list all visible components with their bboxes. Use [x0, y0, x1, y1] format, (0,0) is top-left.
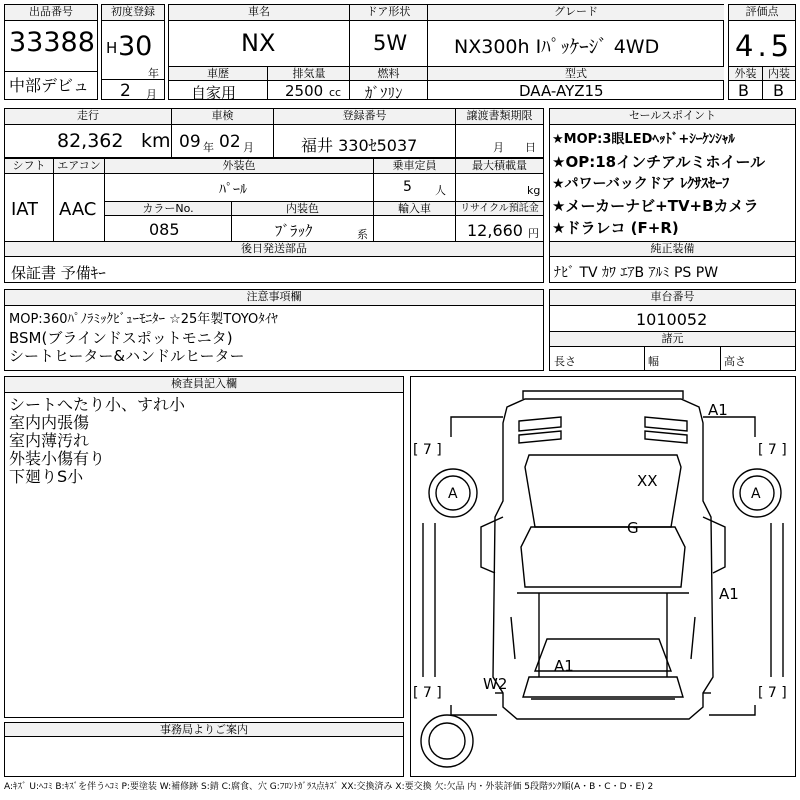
inspector-line: シートへたり小、すれ小 [9, 396, 186, 414]
notes-line: BSM(ブラインドスポットモニタ) [9, 330, 233, 347]
car-name: NX [241, 29, 276, 57]
insp-year-unit: 年 [203, 141, 214, 154]
sales-point-item: ★パワーバックドア ﾚｸｻｽｾｰﾌ [552, 176, 730, 192]
inspector-label: 検査員記入欄 [5, 377, 403, 393]
length-label: 長さ [554, 355, 576, 368]
shift-label: シフト [5, 159, 53, 174]
ext-label: 外装 [729, 67, 762, 81]
mark-right-door: A1 [719, 585, 739, 603]
notes-label: 注意事項欄 [5, 290, 543, 306]
mark-trunk: A1 [554, 657, 574, 675]
model-code: DAA-AYZ15 [519, 82, 604, 100]
score-cell [728, 4, 796, 100]
int-grade: B [773, 81, 784, 100]
chassis-number: 1010052 [636, 310, 708, 329]
specs-cell [4, 158, 544, 242]
chassis-cell [549, 289, 796, 371]
name-label: 車名 [169, 5, 349, 21]
mileage-label: 走行 [5, 109, 171, 125]
tire-fl: A [448, 486, 458, 502]
mileage: 82,362 [57, 130, 124, 152]
after-parts-label: 後日発送部品 [5, 242, 543, 257]
ac-label: エアコン [54, 159, 104, 174]
office-cell [4, 722, 404, 777]
grade: NX300h Iﾊﾟｯｹｰｼﾞ 4WD [454, 36, 660, 58]
row2-cell [4, 108, 544, 158]
sales-points-cell [549, 108, 796, 242]
notes-line: MOP:360ﾊﾟﾉﾗﾐｯｸﾋﾞｭｰﾓﾆﾀｰ ☆25年製TOYOﾀｲﾔ [9, 312, 278, 327]
capacity: 5 [403, 179, 412, 195]
month-unit: 月 [146, 88, 157, 101]
year-unit: 年 [148, 67, 159, 80]
equipment-label: 純正装備 [550, 242, 795, 257]
recycle-unit: 円 [528, 227, 539, 240]
transfer-day-unit: 日 [525, 141, 536, 154]
door-label: ドア形状 [350, 5, 427, 21]
after-parts-cell [4, 241, 544, 283]
inspector-cell [4, 376, 404, 718]
inspector-line: 室内内張傷 [9, 414, 90, 432]
insp-month: 02 [219, 132, 241, 152]
capacity-label: 乗車定員 [374, 159, 455, 174]
capacity-unit: 人 [435, 184, 446, 197]
regno-label: 登録番号 [274, 109, 455, 125]
colorno: 085 [149, 220, 180, 239]
after-parts-value: 保証書 予備ｷｰ [11, 264, 106, 282]
mark-rear-left: W2 [483, 675, 508, 693]
notes-line: シートヒーター&ハンドルヒーター [9, 348, 245, 365]
shift: IAT [11, 199, 39, 220]
transfer-month-unit: 月 [493, 141, 504, 154]
score-label: 評価点 [729, 5, 795, 21]
mileage-unit: km [141, 130, 171, 152]
first-reg-cell [101, 4, 165, 100]
lot-label: 出品番号 [5, 5, 97, 21]
load-unit: kg [527, 184, 541, 197]
score: 4.5 [735, 29, 794, 63]
insp-month-unit: 月 [243, 141, 254, 154]
fuel-label: 燃料 [350, 67, 427, 81]
door-type: 5W [373, 31, 408, 55]
history: 自家用 [191, 84, 237, 102]
insp-year: 09 [179, 132, 201, 152]
mark-front: A1 [708, 401, 728, 419]
inspector-line: 外装小傷有り [9, 450, 106, 468]
sales-point-item: ★OP:18インチアルミホイール [552, 153, 766, 171]
load-label: 最大積載量 [456, 159, 543, 174]
legend: A:ｷｽﾞ U:ﾍｺﾐ B:ｷｽﾞを伴うﾍｺﾐ P:要塗装 W:補修跡 S:錆 C:腐食、穴 G:ﾌﾛﾝﾄｶﾞﾗｽ点ｷｽﾞ XX:交換済み X:要交換 欠:欠品 内・外装評価 5段階ﾗﾝｸ順(A・B・C・D・E) 2 [4, 782, 654, 792]
era: H [106, 39, 118, 57]
recycle-label: リサイクル預託金 [456, 202, 543, 216]
dims-label: 諸元 [550, 332, 795, 347]
tread-rl: [ 7 ] [413, 685, 442, 701]
equipment-cell [549, 241, 796, 283]
width-label: 幅 [648, 355, 659, 368]
equipment-value: ﾅﾋﾞ TV ｶﾜ ｴｱB ｱﾙﾐ PS PW [554, 265, 719, 281]
tread-fr: [ 7 ] [758, 442, 787, 458]
office-label: 事務局よりご案内 [5, 723, 403, 737]
transfer-label: 譲渡書類期限 [456, 109, 543, 125]
intcolor-label: 内装色 [232, 202, 373, 216]
lot-sub: 中部デビュ [9, 76, 90, 95]
lot-number: 33388 [9, 27, 95, 58]
reg-month: 2 [120, 81, 131, 101]
sales-point-item: ★MOP:3眼LEDﾍｯﾄﾞ+ｼｰｹﾝｼｬﾙ [552, 132, 735, 147]
mark-g: G [627, 519, 639, 537]
height-label: 高さ [724, 355, 746, 368]
mark-xx: XX [637, 472, 658, 490]
sales-point-item: ★ドラレコ (F+R) [552, 219, 679, 237]
history-label: 車歴 [169, 67, 267, 81]
disp-unit: cc [329, 86, 342, 99]
sales-points-label: セールスポイント [550, 109, 795, 125]
disp-label: 排気量 [268, 67, 350, 81]
fuel: ｶﾞｿﾘﾝ [365, 84, 403, 102]
sales-point-item: ★メーカーナビ+TV+Bカメラ [552, 197, 759, 215]
chassis-label: 車台番号 [550, 290, 795, 306]
lot-cell [4, 4, 98, 100]
recycle: 12,660 [467, 221, 523, 240]
colorno-label: カラーNo. [105, 202, 231, 216]
regno: 福井 330ｾ5037 [301, 136, 418, 155]
model-label: 型式 [428, 67, 724, 81]
tread-rr: [ 7 ] [758, 685, 787, 701]
ac: AAC [59, 199, 97, 220]
reg-year: 30 [118, 31, 153, 62]
first-reg-label: 初度登録 [102, 5, 164, 21]
car-info-cell [168, 4, 724, 100]
car-diagram [410, 376, 796, 777]
ext-color: ﾊﾟｰﾙ [219, 182, 247, 198]
import-label: 輸入車 [374, 202, 455, 216]
intcolor-unit: 系 [357, 228, 368, 241]
inspector-line: 室内薄汚れ [9, 432, 90, 450]
displacement: 2500 [285, 82, 324, 100]
ext-grade: B [738, 81, 749, 100]
inspection-label: 車検 [172, 109, 273, 125]
grade-label: グレード [428, 5, 724, 21]
intcolor: ﾌﾞﾗｯｸ [275, 222, 313, 240]
car-outline [411, 377, 795, 776]
inspector-line: 下廻りS小 [9, 468, 84, 486]
color-label: 外装色 [105, 159, 373, 174]
int-label: 内装 [763, 67, 795, 81]
tread-fl: [ 7 ] [413, 442, 442, 458]
tire-fr: A [751, 486, 761, 502]
notes-cell [4, 289, 544, 371]
